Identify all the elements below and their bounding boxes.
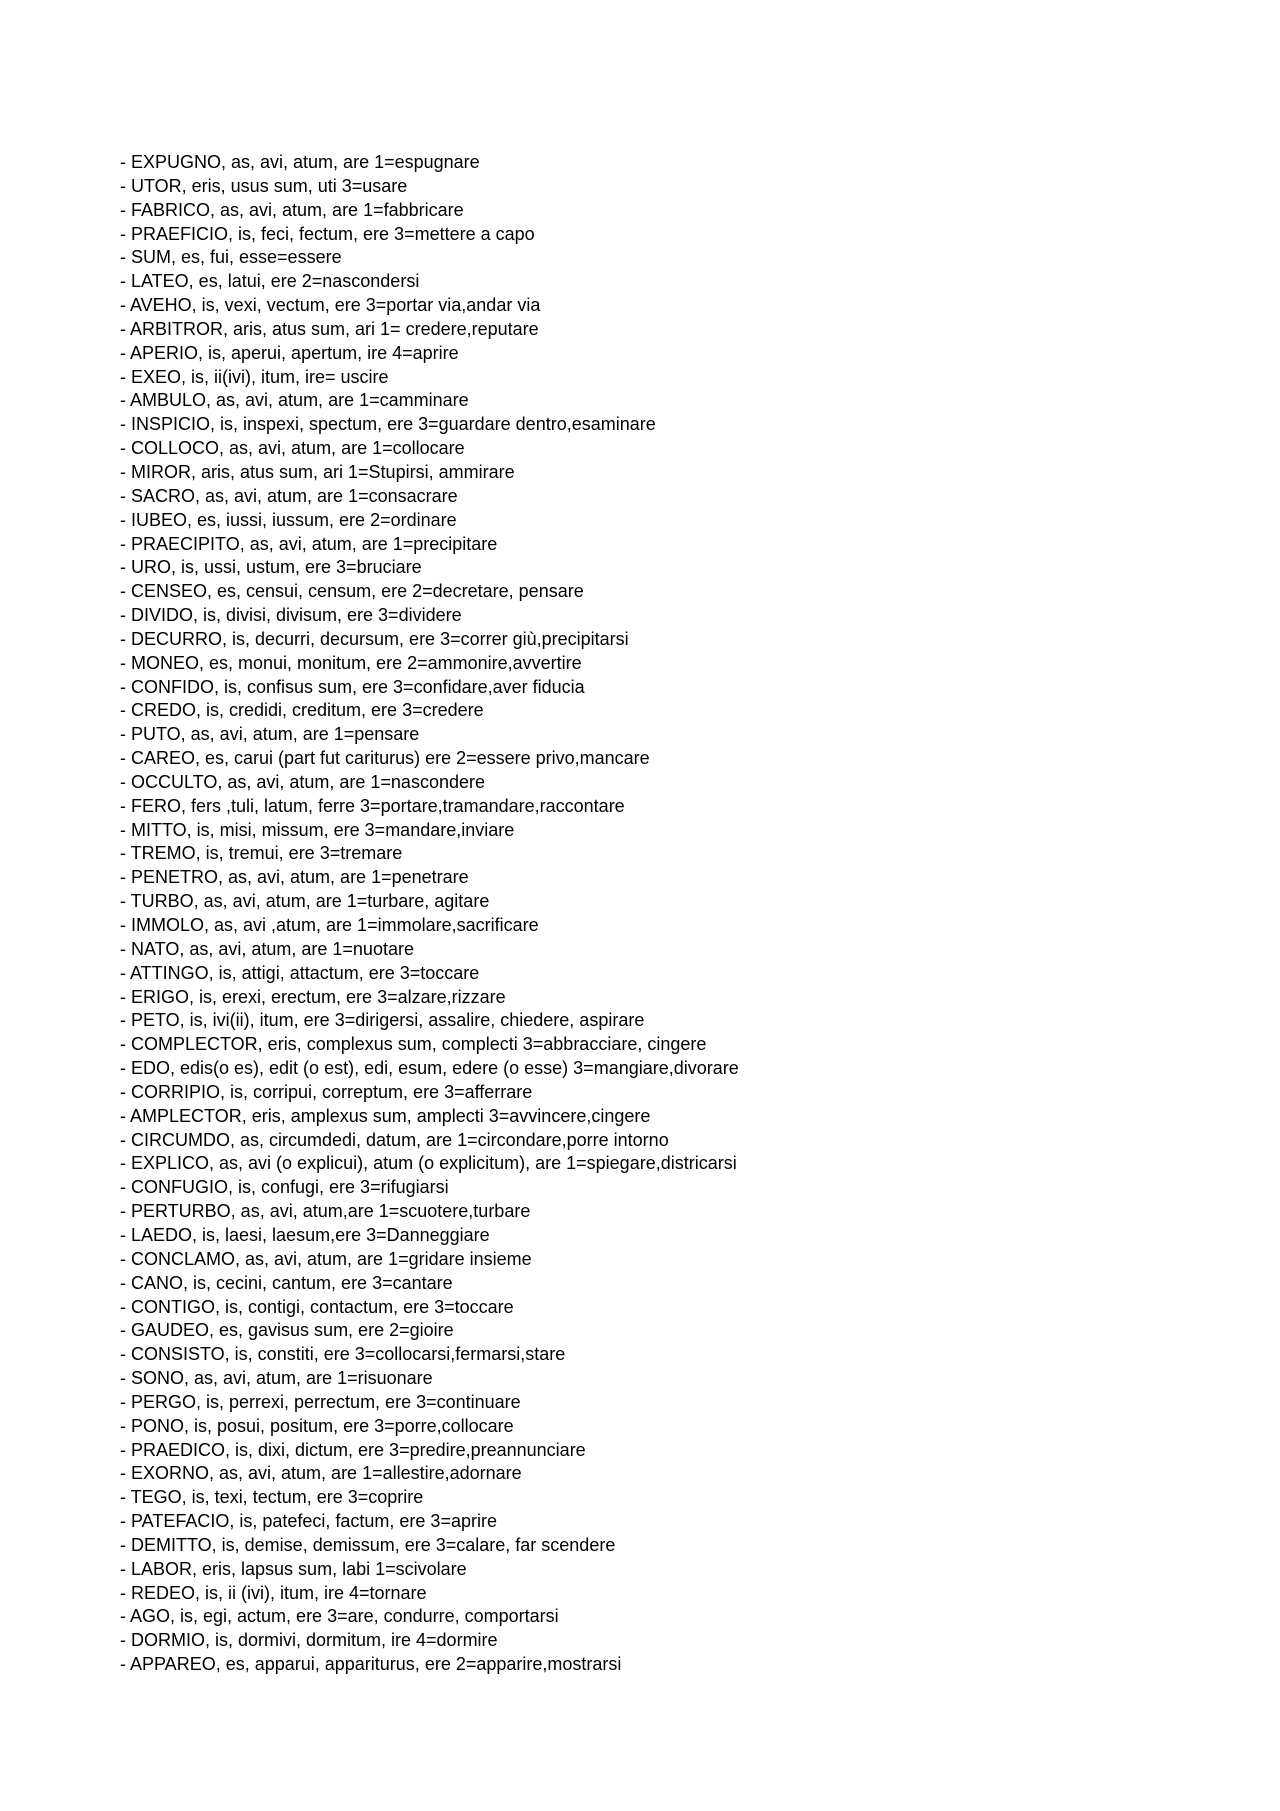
verb-entry: - IUBEO, es, iussi, iussum, ere 2=ordinare: [120, 509, 457, 530]
verb-entry: - PUTO, as, avi, atum, are 1=pensare: [120, 724, 420, 745]
verb-entry: - PENETRO, as, avi, atum, are 1=penetrare: [120, 867, 469, 888]
verb-entry: - MONEO, es, monui, monitum, ere 2=ammonire,avvertire: [120, 652, 582, 673]
verb-entry: - MIROR, aris, atus sum, ari 1=Stupirsi, ammirare: [120, 461, 515, 482]
verb-entry: - CONSISTO, is, constiti, ere 3=collocarsi,fermarsi,stare: [120, 1344, 566, 1365]
verb-entry: - CREDO, is, credidi, creditum, ere 3=credere: [120, 700, 484, 721]
verb-entry: - SUM, es, fui, esse=essere: [120, 247, 342, 268]
verb-entry: - APPAREO, es, apparui, appariturus, ere 2=apparire,mostrarsi: [120, 1654, 622, 1675]
verb-entry: - MITTO, is, misi, missum, ere 3=mandare,inviare: [120, 819, 515, 840]
verb-entry: - CIRCUMDO, as, circumdedi, datum, are 1=circondare,porre intorno: [120, 1129, 669, 1150]
verb-entry: - IMMOLO, as, avi ,atum, are 1=immolare,sacrificare: [120, 915, 539, 935]
verb-entry: - ARBITROR, aris, atus sum, ari 1= credere,reputare: [120, 318, 539, 339]
verb-entry: - SONO, as, avi, atum, are 1=risuonare: [120, 1368, 433, 1389]
verb-entry: - CENSEO, es, censui, censum, ere 2=decretare, pensare: [120, 581, 584, 602]
verb-entry: - PONO, is, posui, positum, ere 3=porre,collocare: [120, 1415, 514, 1436]
verb-list: [120, 151, 739, 1677]
verb-entry: - EXPLICO, as, avi (o explicui), atum (o explicitum), are 1=spiegare,districarsi: [120, 1153, 737, 1174]
verb-entry: - CORRIPIO, is, corripui, correptum, ere 3=afferrare: [120, 1081, 533, 1102]
verb-entry: - CAREO, es, carui (part fut cariturus) ere 2=essere privo,mancare: [120, 748, 650, 769]
verb-entry: - AMBULO, as, avi, atum, are 1=camminare: [120, 390, 469, 411]
verb-entry: - GAUDEO, es, gavisus sum, ere 2=gioire: [120, 1320, 454, 1341]
verb-entry: - INSPICIO, is, inspexi, spectum, ere 3=guardare dentro,esaminare: [120, 414, 656, 435]
verb-entry: - TEGO, is, texi, tectum, ere 3=coprire: [120, 1487, 424, 1508]
verb-entry: - URO, is, ussi, ustum, ere 3=bruciare: [120, 557, 422, 578]
verb-entry: - APERIO, is, aperui, apertum, ire 4=aprire: [120, 342, 459, 363]
verb-entry: - CONFIDO, is, confisus sum, ere 3=confidare,aver fiducia: [120, 676, 585, 697]
verb-entry: - UTOR, eris, usus sum, uti 3=usare: [120, 175, 408, 196]
verb-entry: - PRAEDICO, is, dixi, dictum, ere 3=predire,preannunciare: [120, 1439, 586, 1460]
verb-entry: - COMPLECTOR, eris, complexus sum, complecti 3=abbracciare, cingere: [120, 1034, 707, 1055]
verb-entry: - CONFUGIO, is, confugi, ere 3=rifugiarsi: [120, 1177, 449, 1198]
verb-entry: - LAEDO, is, laesi, laesum,ere 3=Danneggiare: [120, 1224, 490, 1245]
verb-entry: - CONTIGO, is, contigi, contactum, ere 3=toccare: [120, 1296, 514, 1317]
verb-entry: - FERO, fers ,tuli, latum, ferre 3=portare,tramandare,raccontare: [120, 795, 625, 816]
verb-entry: - PERTURBO, as, avi, atum,are 1=scuotere,turbare: [120, 1201, 531, 1222]
verb-entry: - NATO, as, avi, atum, are 1=nuotare: [120, 938, 414, 959]
verb-entry: - AMPLECTOR, eris, amplexus sum, amplecti 3=avvincere,cingere: [120, 1105, 651, 1126]
verb-entry: - FABRICO, as, avi, atum, are 1=fabbricare: [120, 199, 464, 220]
verb-entry: - DIVIDO, is, divisi, divisum, ere 3=dividere: [120, 605, 462, 626]
verb-entry: - CONCLAMO, as, avi, atum, are 1=gridare insieme: [120, 1248, 532, 1269]
verb-entry: - DEMITTO, is, demise, demissum, ere 3=calare, far scendere: [120, 1534, 616, 1555]
verb-entry: - COLLOCO, as, avi, atum, are 1=collocare: [120, 438, 465, 459]
verb-entry: - PRAEFICIO, is, feci, fectum, ere 3=mettere a capo: [120, 223, 535, 244]
verb-entry: - EXEO, is, ii(ivi), itum, ire= uscire: [120, 366, 389, 387]
verb-entry: - DORMIO, is, dormivi, dormitum, ire 4=dormire: [120, 1630, 498, 1651]
verb-entry: - ERIGO, is, erexi, erectum, ere 3=alzare,rizzare: [120, 986, 506, 1007]
verb-entry: - CANO, is, cecini, cantum, ere 3=cantare: [120, 1272, 453, 1293]
verb-entry: - EXORNO, as, avi, atum, are 1=allestire,adornare: [120, 1463, 522, 1484]
verb-entry: - AVEHO, is, vexi, vectum, ere 3=portar via,andar via: [120, 295, 541, 316]
verb-entry: - TREMO, is, tremui, ere 3=tremare: [120, 843, 403, 864]
verb-entry: - ATTINGO, is, attigi, attactum, ere 3=toccare: [120, 962, 480, 983]
verb-entry: - LATEO, es, latui, ere 2=nascondersi: [120, 271, 420, 292]
verb-entry: - AGO, is, egi, actum, ere 3=are, condurre, comportarsi: [120, 1606, 559, 1627]
verb-entry: - PATEFACIO, is, patefeci, factum, ere 3=aprire: [120, 1511, 497, 1532]
verb-entry: - TURBO, as, avi, atum, are 1=turbare, agitare: [120, 891, 490, 912]
verb-entry: - REDEO, is, ii (ivi), itum, ire 4=tornare: [120, 1582, 427, 1603]
verb-entry: - EXPUGNO, as, avi, atum, are 1=espugnare: [120, 152, 480, 172]
verb-entry: - PRAECIPITO, as, avi, atum, are 1=precipitare: [120, 533, 498, 554]
verb-entry: - SACRO, as, avi, atum, are 1=consacrare: [120, 485, 458, 506]
verb-entry: - LABOR, eris, lapsus sum, labi 1=scivolare: [120, 1558, 467, 1579]
verb-entry: - PERGO, is, perrexi, perrectum, ere 3=continuare: [120, 1391, 521, 1412]
verb-entry: - EDO, edis(o es), edit (o est), edi, esum, edere (o esse) 3=mangiare,divorare: [120, 1058, 739, 1079]
verb-entry: - OCCULTO, as, avi, atum, are 1=nascondere: [120, 771, 485, 792]
verb-entry: - DECURRO, is, decurri, decursum, ere 3=correr giù,precipitarsi: [120, 628, 629, 649]
verb-entry: - PETO, is, ivi(ii), itum, ere 3=dirigersi, assalire, chiedere, aspirare: [120, 1010, 645, 1031]
